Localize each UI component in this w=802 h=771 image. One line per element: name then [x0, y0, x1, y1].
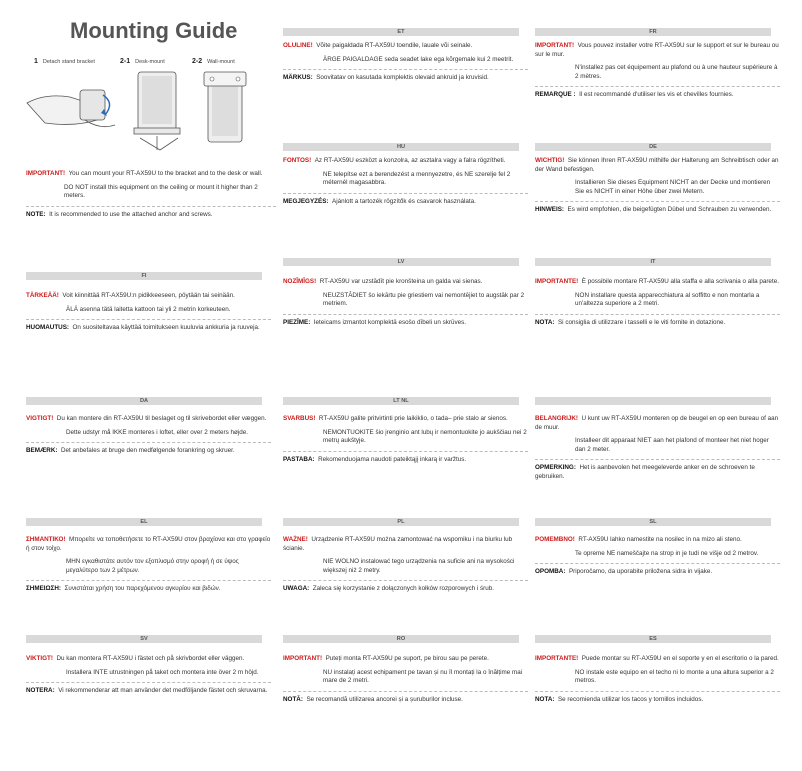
lang-header: FI [26, 272, 262, 280]
lang-header: ES [535, 635, 771, 643]
lang-block: NOZĪMĪGS! RT-AX59U var uzstādīt pie kronšteina un galda vai sienas. NEUZSTĀDIET šo iekārtu pie griestiem vai nemontējiet to augstāk par 2 metriem. PIEZĪME: Ieteicams izmantot komplektā esošo dībeli un skrūves. [283, 278, 528, 332]
desk-mount-illustration [130, 66, 185, 156]
lang-header: PL [283, 518, 519, 526]
lang-header: EL [26, 518, 262, 526]
lang-block: WAŻNE! Urządzenie RT-AX59U można zamontować na wspomiku i na biurku lub ścianie. NIE WOLNO instalować tego urządzenia na suficie ani na wysokości większej niż 2 metry. UWAGA: Zaleca się korzystanie z dołączonych kołków rozporowych i śrub. [283, 536, 528, 599]
en-block [26, 170, 276, 224]
lang-header: LV [283, 258, 519, 266]
page-title: Mounting Guide [70, 18, 238, 43]
lang-block: ΣΗΜΑΝΤΙΚΟ! Μπορείτε να τοποθετήσετε το RT-AX59U στον βραχίονα και στο γραφείο ή στον τοίχο. MHN εγκαθιστάτε αυτόν τον εξοπλισμό στην οροφή ή σε ύψος μεγαλύτερο των 2 μέτρων. ΣΗΜΕΙΩΣΗ: Συνιστάται χρήση του παρεχόμενου αγκυρίου και βιδών. [26, 536, 271, 592]
lang-block: VIGTIGT! Du kan montere din RT-AX59U til beslaget og til skrivebordet eller væggen. Dette udstyr må IKKE monteres i loftet, eller over 2 meters højde. BEMÆRK: Det anbefales at bruge den medfølgende forankring og skruer. [26, 415, 271, 461]
lang-block: OLULINE! Võite paigaldada RT-AX59U toendile, lauale või seinale. ÄRGE PAIGALDAGE seda seadet lake ega kõrgemale kui 2 meetrit. MÄRKUS: Soovitatav on kasutada komplektis olevaid ankruid ja kruvisid. [283, 42, 528, 88]
lang-block: IMPORTANT! Puteți monta RT-AX59U pe suport, pe birou sau pe perete. NU instalați acest echipament pe tavan și nu îl montați la o înălțime mai mare de 2 metri. NOTĂ: Se recomandă utilizarea ancorei și a șuruburilor incluse. [283, 655, 528, 709]
lang-block: WICHTIG! Sie können Ihren RT-AX59U mithilfe der Halterung am Schreibtisch oder an der Wand befestigen. Installieren Sie dieses Equipment NICHT an der Decke und montieren Sie es NICHT in einer Höhe über zwei Metern. HINWEIS: Es wird empfohlen, die beigefügten Dübel und Schrauben zu verwenden. [535, 157, 779, 213]
en-note-text: It is recommended to use the attached anchor and screws. [49, 210, 213, 218]
lang-header: IT [535, 258, 771, 266]
detach-bracket-illustration [25, 75, 120, 135]
en-note-label: NOTE: [26, 210, 46, 218]
lang-header: LT NL [283, 397, 519, 405]
lang-header: DE [535, 143, 771, 151]
lang-header: FR [535, 28, 771, 36]
lang-block: VIKTIGT! Du kan montera RT-AX59U i fästet och på skrivbordet eller väggen. Installera INTE utrustningen på taket och montera inte över 2 m höjd. NOTERA: Vi rekommenderar att man använder det medföljande fästet och skruvarna. [26, 655, 271, 701]
lang-block: POMEMBNO! RT-AX59U lahko namestite na nosilec in na mizo ali steno. Te opreme NE nameščajte na strop in je tudi ne višje od 2 metrov. OPOMBA: Priporočamo, da uporabite priložena sidra in vijake. [535, 536, 780, 582]
step-1-label: 1 Detach stand bracket [34, 58, 95, 65]
en-important-label: IMPORTANT! [26, 170, 66, 177]
lang-header: HU [283, 143, 519, 151]
step-2-2-label: 2-2 Wall-mount [192, 58, 235, 65]
lang-header [535, 397, 771, 405]
lang-header: DA [26, 397, 262, 405]
en-important-text: You can mount your RT-AX59U to the bracket and to the desk or wall. [68, 170, 263, 177]
lang-block: IMPORTANTE! È possibile montare RT-AX59U alla staffa e alla scrivania o alla parete. NON installare questa apparecchiatura al soffitto e non montarla a un'altezza superiore a 2 metri. NOTA: Si consiglia di utilizzare i tasselli e le viti fornite in dotazione. [535, 278, 779, 326]
lang-header: ET [283, 28, 519, 36]
lang-block: IMPORTANT! Vous pouvez installer votre RT-AX59U sur le support et sur le bureau ou sur le mur. N'installez pas cet équipement au plafond ou à une hauteur supérieure à 2 mètres. REMARQUE : Il est recommandé d'utiliser les vis et chevilles fournies. [535, 42, 779, 98]
lang-header: SV [26, 635, 262, 643]
lang-block: SVARBUS! RT-AX59U galite pritvirtinti prie laikiklio, o tada– prie stalo ar sienos. NEMONTUOKITE šio įrenginio ant lubų ir nemontuokite jo aukščiau nei 2 metrų aukštyje. PASTABA: Rekomenduojama naudoti pateiktąjį inkarą ir varžtus. [283, 415, 527, 463]
lang-block: IMPORTANTE! Puede montar su RT-AX59U en el soporte y en el escritorio o la pared. NO instale este equipo en el techo ni lo monte a una altura superior a 2 metros. NOTA: Se recomienda utilizar los tacos y tornillos incluidos. [535, 655, 779, 703]
lang-header: SL [535, 518, 771, 526]
en-important-text-2: DO NOT install this equipment on the ceiling or mount it higher than 2 meters. [64, 183, 258, 199]
wall-mount-illustration [198, 66, 253, 156]
lang-header: RO [283, 635, 519, 643]
step-2-1-label: 2-1 Desk-mount [120, 58, 165, 65]
lang-block: TÄRKEÄÄ! Voit kiinnittää RT-AX59U:n pidikkeeseen, pöytään tai seinään. ÄLÄ asenna tätä laitetta kattoon tai yli 2 metrin korkeuteen. HUOMAUTUS: On suositeltavaa käyttää toimitukseen kuuluvia ankkuria ja ruuveja. [26, 292, 271, 338]
lang-block: BELANGRIJK! U kunt uw RT-AX59U monteren op de beugel en op een bureau of aan de muur. Installeer dit apparaat NIET aan het plafond of monteer het niet hoger dan 2 meter. OPMERKING: Het is aanbevolen het meegeleverde anker en de schroeven te gebruiken. [535, 415, 779, 480]
lang-block: FONTOS! Az RT-AX59U eszközt a konzolra, az asztalra vagy a falra rögzítheti. NE telepítse ezt a berendezést a mennyezetre, és NE szerelje fel 2 méternél magasabbra. MEGJEGYZÉS: Ajánlott a tartozék rögzítők és csavarok használata. [283, 157, 528, 211]
